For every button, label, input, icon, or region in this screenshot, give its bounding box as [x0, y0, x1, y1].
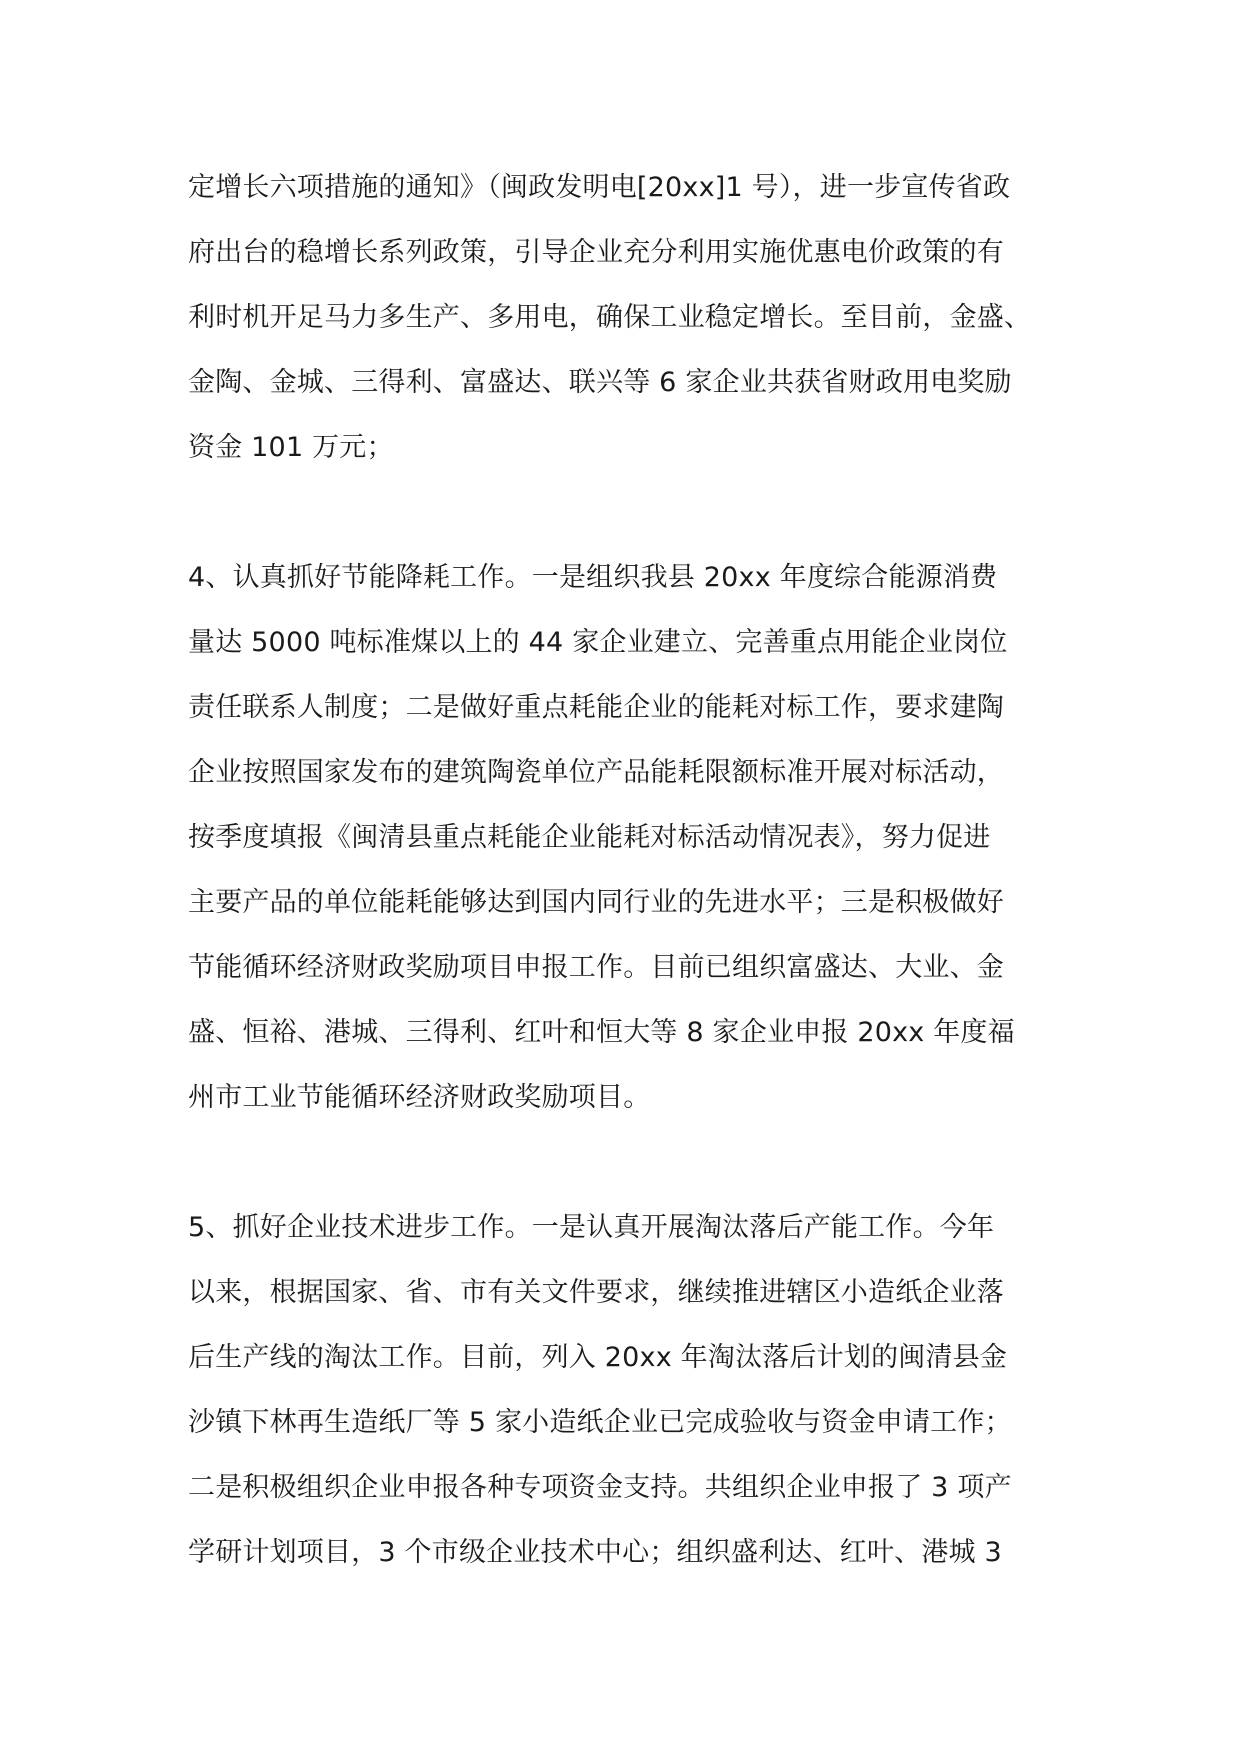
text-line: 盛、恒裕、港城、三得利、红叶和恒大等 8 家企业申报 20xx 年度福 — [188, 1017, 1015, 1048]
text-line: 主要产品的单位能耗能够达到国内同行业的先进水平；三是积极做好 — [188, 887, 1004, 918]
text-line: 按季度填报《闽清县重点耗能企业能耗对标活动情况表》，努力促进 — [188, 822, 991, 853]
text-line: 4、认真抓好节能降耗工作。一是组织我县 20xx 年度综合能源消费 — [188, 562, 998, 593]
document-body — [188, 155, 1088, 1585]
text-line: 沙镇下林再生造纸厂等 5 家小造纸企业已完成验收与资金申请工作； — [188, 1407, 1012, 1438]
paragraph-spacer — [188, 480, 1088, 545]
text-line: 二是积极组织企业申报各种专项资金支持。共组织企业申报了 3 项产 — [188, 1472, 1012, 1503]
text-line: 责任联系人制度；二是做好重点耗能企业的能耗对标工作，要求建陶 — [188, 692, 1004, 723]
paragraph-energy-saving — [188, 545, 1088, 1130]
paragraph-tech-progress — [188, 1195, 1088, 1585]
text-line: 利时机开足马力多生产、多用电，确保工业稳定增长。至目前，金盛、 — [188, 302, 1032, 333]
text-line: 后生产线的淘汰工作。目前，列入 20xx 年淘汰落后计划的闽清县金 — [188, 1342, 1008, 1373]
paragraph-electricity-policy — [188, 155, 1088, 480]
text-line: 州市工业节能循环经济财政奖励项目。 — [188, 1082, 651, 1113]
text-line: 金陶、金城、三得利、富盛达、联兴等 6 家企业共获省财政用电奖励 — [188, 367, 1012, 398]
text-line: 量达 5000 吨标准煤以上的 44 家企业建立、完善重点用能企业岗位 — [188, 627, 1008, 658]
paragraph-spacer — [188, 1130, 1088, 1195]
text-line: 府出台的稳增长系列政策，引导企业充分利用实施优惠电价政策的有 — [188, 237, 1004, 268]
text-line: 以来，根据国家、省、市有关文件要求，继续推进辖区小造纸企业落 — [188, 1277, 1004, 1308]
text-line: 5、抓好企业技术进步工作。一是认真开展淘汰落后产能工作。今年 — [188, 1212, 995, 1243]
text-line: 节能循环经济财政奖励项目申报工作。目前已组织富盛达、大业、金 — [188, 952, 1004, 983]
text-line: 定增长六项措施的通知》（闽政发明电[20xx]1 号），进一步宣传省政 — [188, 172, 1011, 203]
text-line: 学研计划项目，3 个市级企业技术中心；组织盛利达、红叶、港城 3 — [188, 1537, 1002, 1568]
text-line: 企业按照国家发布的建筑陶瓷单位产品能耗限额标准开展对标活动， — [188, 757, 1004, 788]
text-line: 资金 101 万元； — [188, 432, 394, 463]
